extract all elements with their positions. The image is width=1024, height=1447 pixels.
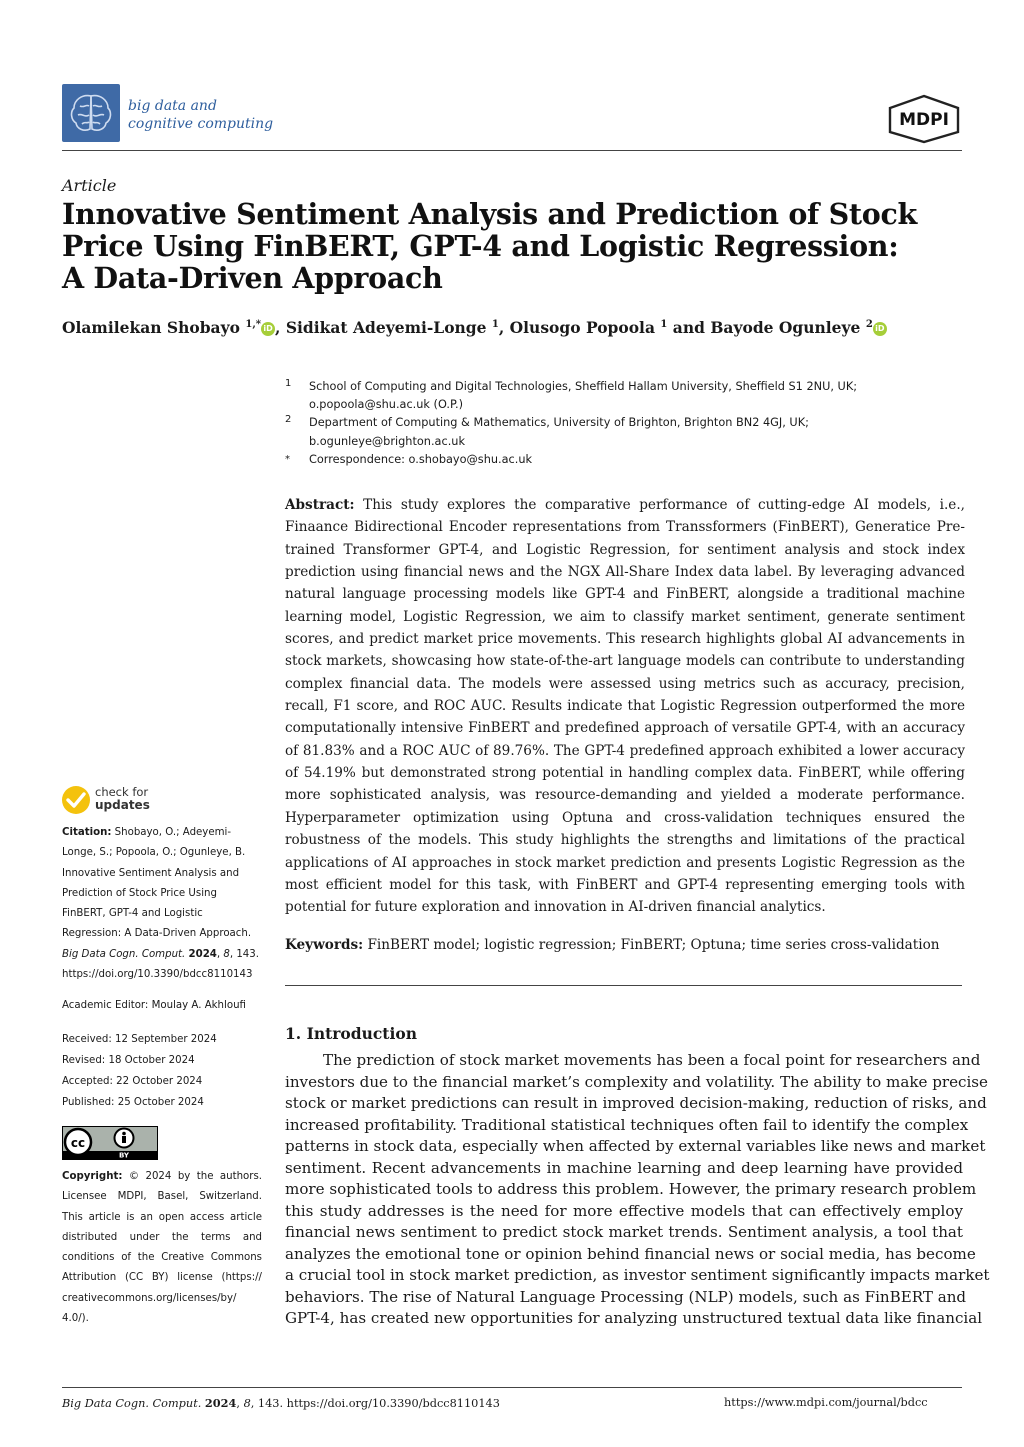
mdpi-logo: [886, 94, 962, 144]
copyright-line: Licensee MDPI, Basel, Switzerland.: [62, 1191, 262, 1203]
journal-logo: [62, 84, 120, 142]
footer-doi-link[interactable]: , 143. https://doi.org/10.3390/bdcc8110143: [250, 1397, 500, 1410]
section-heading: 1. Introduction: [285, 1024, 417, 1043]
author-affiliation-mark: 2: [865, 318, 873, 330]
author-affiliation-mark: 1: [491, 318, 499, 330]
header-divider: [62, 150, 962, 151]
citation-journal: Big Data Cogn. Comput.: [62, 948, 186, 960]
academic-editor: Academic Editor: Moulay A. Akhloufi: [62, 1000, 246, 1011]
footer-journal: Big Data Cogn. Comput.: [62, 1397, 202, 1410]
affiliation-item: [285, 414, 965, 450]
intro-line: patterns in stock data, especially when affected by external variables like news and market: [285, 1137, 986, 1155]
title-line2: Price Using FinBERT, GPT-4 and Logistic Regression:: [62, 229, 899, 263]
date-revised: Revised: 18 October 2024: [62, 1055, 195, 1066]
intro-line: The prediction of stock market movements has been a focal point for researchers and: [323, 1051, 981, 1069]
affiliation-mark: 2: [285, 414, 292, 426]
title-line3: A Data-Driven Approach: [62, 261, 443, 295]
keywords-label: Keywords:: [285, 937, 364, 953]
footer-volume: 8: [243, 1397, 251, 1410]
check-updates-line1: check for: [95, 785, 149, 799]
abstract: [285, 494, 965, 919]
affiliation-text: Department of Computing & Mathematics, University of Brighton, Brighton BN2 4GJ, UK;: [309, 416, 809, 430]
correspondence-mark: *: [285, 453, 290, 465]
correspondence-email[interactable]: Correspondence: o.shobayo@shu.ac.uk: [309, 452, 533, 466]
intro-line: this study addresses is the need for more effective models that can effectively employ: [285, 1201, 963, 1220]
author-name[interactable]: Olusogo Popoola: [509, 318, 655, 337]
keywords: [285, 937, 965, 953]
check-updates-line2: updates: [95, 798, 150, 812]
affiliation-email[interactable]: o.popoola@shu.ac.uk (O.P.): [309, 398, 464, 412]
affiliations: [285, 378, 965, 469]
intro-line: sentiment. Recent advancements in machine learning and deep learning have provided: [285, 1158, 963, 1177]
article-type: Article: [62, 176, 117, 195]
copyright-license-link[interactable]: creativecommons.org/licenses/by/: [62, 1292, 237, 1304]
brain-icon: [62, 84, 120, 142]
citation-line: Prediction of Stock Price Using: [62, 887, 217, 899]
intro-line: a crucial tool in stock market prediction, as investor sentiment significantly impacts market: [285, 1266, 990, 1284]
author-affiliation-mark: 1: [660, 318, 668, 330]
cc-by-label: BY: [118, 1151, 130, 1160]
orcid-icon[interactable]: iD: [873, 322, 887, 336]
abstract-label: Abstract:: [285, 497, 355, 513]
journal-name-line1: big data and: [128, 98, 217, 114]
citation-block: Citation: Shobayo, O.; Adeyemi- Longe, S.; Popoola, O.; Ogunleye, B. Innovative Sentiment Analysis and Prediction of Stock Price Using FinBERT, GPT-4 and Logistic Regression: A Data-Driven Approach. Big Data Cogn. Comput. 2024, 8, 143. https://doi.org/10.3390/bdcc8110143: [62, 823, 262, 985]
author-name[interactable]: Olamilekan Shobayo: [62, 318, 240, 337]
date-received: Received: 12 September 2024: [62, 1034, 217, 1045]
copyright-line: conditions of the Creative Commons: [62, 1252, 262, 1264]
citation-label: Citation:: [62, 827, 112, 838]
affiliation-mark: 1: [285, 378, 292, 389]
intro-line: stock or market predictions can result in improved decision-making, reduction of risks, and: [285, 1094, 987, 1112]
intro-line: investors due to the financial market’s complexity and volatility. The ability to make precise: [285, 1072, 988, 1091]
footer-year: 2024: [204, 1396, 237, 1410]
footer-divider: [62, 1387, 962, 1388]
copyright-line: This article is an open access article: [62, 1211, 262, 1223]
publication-dates: [62, 1029, 262, 1113]
citation-line: Regression: A Data-Driven Approach.: [62, 928, 252, 940]
author-separator: ,: [498, 318, 510, 337]
copyright-line: © 2024 by the authors.: [128, 1171, 262, 1182]
citation-line: FinBERT, GPT-4 and Logistic: [62, 908, 203, 920]
copyright-label: Copyright:: [62, 1171, 123, 1182]
copyright-line: Attribution (CC BY) license (https://: [62, 1272, 262, 1284]
copyright-block: [62, 1167, 262, 1329]
check-updates-label: [95, 786, 150, 812]
title-line1: Innovative Sentiment Analysis and Prediction of Stock: [62, 197, 917, 231]
section-divider: [285, 985, 962, 986]
citation-pages: , 143.: [229, 948, 260, 960]
correspondence: [285, 451, 965, 469]
date-published: Published: 25 October 2024: [62, 1097, 204, 1108]
citation-line: Shobayo, O.; Adeyemi-: [114, 827, 232, 838]
journal-name: [128, 97, 273, 133]
introduction-body: [285, 1050, 990, 1330]
check-for-updates-button[interactable]: [62, 786, 162, 816]
keywords-text: FinBERT model; logistic regression; FinBERT; Optuna; time series cross-validation: [367, 937, 940, 953]
citation-year: 2024: [188, 948, 217, 960]
checkmark-icon: [66, 791, 86, 809]
journal-name-line2: cognitive computing: [128, 116, 274, 132]
intro-line: increased profitability. Traditional statistical techniques often fail to identify the complex: [285, 1115, 969, 1134]
check-badge: [62, 786, 90, 814]
citation-doi-link[interactable]: https://doi.org/10.3390/bdcc8110143: [62, 969, 253, 981]
article-title: [62, 197, 917, 295]
footer-citation: Big Data Cogn. Comput. 2024, 8, 143. https://doi.org/10.3390/bdcc8110143: [62, 1396, 500, 1410]
citation-line: Longe, S.; Popoola, O.; Ogunleye, B.: [62, 847, 246, 859]
cc-by-license-icon[interactable]: [62, 1126, 158, 1160]
svg-text:cc: cc: [70, 1136, 86, 1150]
intro-line: more sophisticated tools to address this problem. However, the primary research problem: [285, 1180, 977, 1198]
author-affiliation-mark: 1,*: [245, 318, 262, 330]
affiliation-text: School of Computing and Digital Technologies, Sheffield Hallam University, Sheffield S1 2NU, UK;: [309, 380, 858, 393]
author-list: [62, 318, 887, 337]
intro-line: analyzes the emotional tone or opinion behind financial news or social media, has become: [285, 1244, 976, 1263]
author-name[interactable]: Sidikat Adeyemi-Longe: [285, 318, 487, 337]
footer-journal-url[interactable]: https://www.mdpi.com/journal/bdcc: [724, 1396, 928, 1409]
intro-line: behaviors. The rise of Natural Language Processing (NLP) models, such as FinBERT and: [285, 1287, 967, 1306]
author-name[interactable]: Bayode Ogunleye: [710, 318, 861, 337]
publisher-name: MDPI: [899, 110, 949, 130]
affiliation-email[interactable]: b.ogunleye@brighton.ac.uk: [309, 434, 465, 448]
orcid-icon[interactable]: iD: [261, 322, 275, 336]
abstract-text: This study explores the comparative performance of cutting-edge AI models, i.e., Finaance Bidirectional Encoder representations from Transsformers (FinBERT), Generatice Pre-trained Transformer GPT-4, and Logistic Regression, for sentiment analysis and stock index prediction using financial news and the NGX All-Share Index data label. By leveraging advanced natural language processing models like GPT-4 and FinBERT, alongside a traditional machine learning model, Logistic Regression, we aim to classify market sentiment, generate sentiment scores, and predict market price movements. This research highlights global AI advancements in stock markets, showcasing how state-of-the-art language models can contribute to understanding complex financial data. The models were assessed using metrics such as accuracy, precision, recall, F1 score, and ROC AUC. Results indicate that Logistic Regression outperformed the more computationally intensive FinBERT and predefined approach of versatile GPT-4, with an accuracy of 81.83% and a ROC AUC of 89.76%. The GPT-4 predefined approach exhibited a lower accuracy of 54.19% but demonstrated strong potential in handling complex data. FinBERT, while offering more sophisticated analysis, was resource-demanding and yielded a moderate performance. Hyperparameter optimization using Optuna and cross-validation techniques ensured the robustness of the models. This study highlights the strengths and limitations of the practical applications of AI approaches in stock market prediction and presents Logistic Regression as the most efficient model for this task, with FinBERT and GPT-4 representing emerging tools with potential for future exploration and innovation in AI-driven financial analytics.: [285, 497, 965, 916]
copyright-line: distributed under the terms and: [62, 1231, 262, 1243]
intro-line: GPT-4, has created new opportunities for analyzing unstructured textual data like financial: [285, 1309, 983, 1327]
citation-volume: 8: [223, 948, 230, 960]
author-separator: ,: [275, 318, 286, 337]
date-accepted: Accepted: 22 October 2024: [62, 1076, 203, 1087]
intro-line: financial news sentiment to predict stock market trends. Sentiment analysis, a tool that: [285, 1223, 963, 1241]
affiliation-item: [285, 378, 965, 414]
citation-line: Innovative Sentiment Analysis and: [62, 867, 240, 879]
copyright-line: 4.0/).: [62, 1313, 89, 1325]
author-conjunction: and: [667, 318, 711, 337]
